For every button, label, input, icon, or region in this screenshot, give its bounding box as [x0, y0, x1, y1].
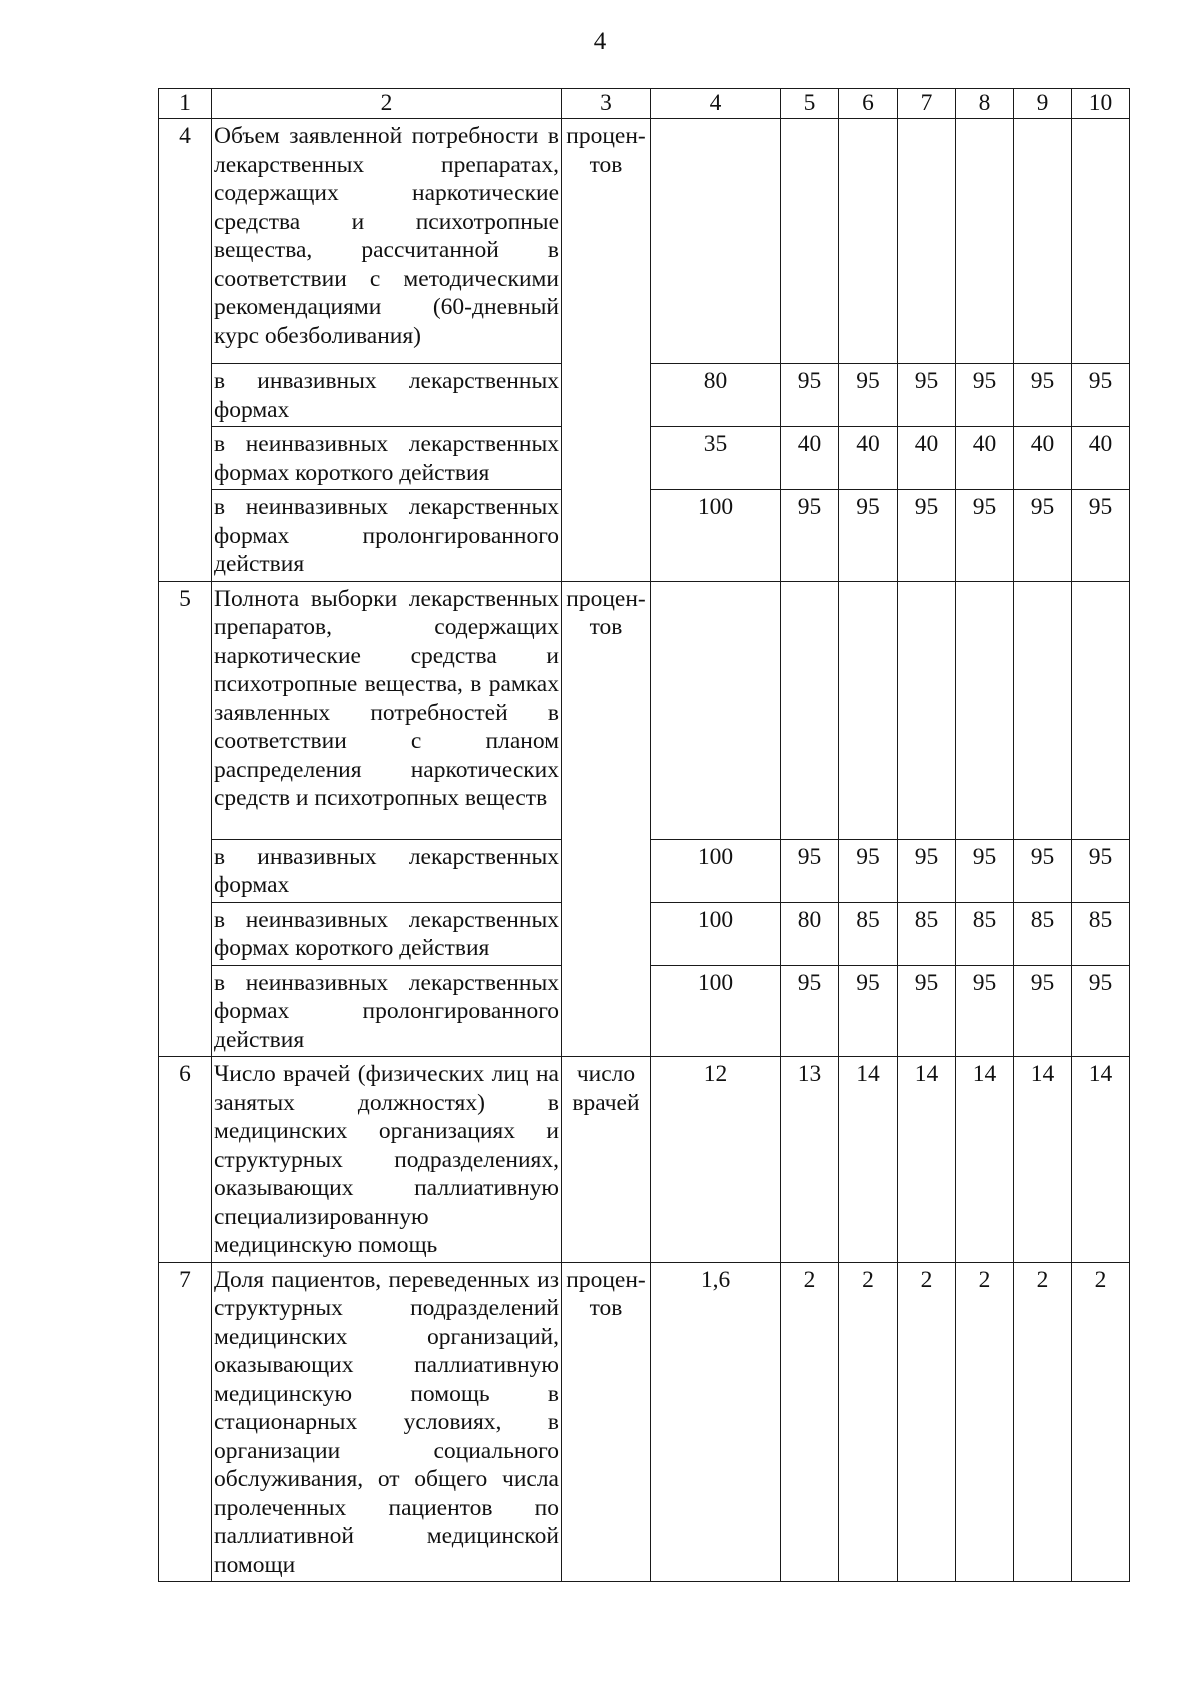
header-cell: 3 [562, 89, 651, 119]
value-cell: 95 [839, 839, 898, 902]
header-cell: 6 [839, 89, 898, 119]
value-cell: 85 [1014, 902, 1072, 965]
value-cell: 95 [956, 364, 1014, 427]
value-cell: 80 [781, 902, 839, 965]
table-row [159, 581, 1130, 839]
subrow-description: в неинвазивных лекарственных формах короткого действия [212, 902, 562, 965]
value-cell: 2 [956, 1262, 1014, 1582]
value-cell [898, 581, 956, 839]
value-cell: 14 [1014, 1057, 1072, 1263]
unit-cell: число врачей [562, 1057, 651, 1263]
value-cell: 85 [898, 902, 956, 965]
value-cell: 14 [1072, 1057, 1130, 1263]
header-cell: 2 [212, 89, 562, 119]
subrow-description: в неинвазивных лекарственных формах пролонгированного действия [212, 965, 562, 1057]
indicators-table [158, 88, 1130, 1582]
value-cell: 85 [839, 902, 898, 965]
indicator-description: Доля пациентов, переведенных из структурных подразделений медицинских организаций, оказывающих паллиативную медицинскую помощь в стационарных условиях, в организации социального обслуживания, от общего числа пролеченных пациентов по паллиативной медицинской помощи [212, 1262, 562, 1582]
indicator-description: Число врачей (физических лиц на занятых должностях) в медицинских организациях и структурных подразделениях, оказывающих паллиативную специализированную медицинскую помощь [212, 1057, 562, 1263]
unit-cell: процен- тов [562, 1262, 651, 1582]
value-cell: 95 [1014, 490, 1072, 582]
value-cell [781, 581, 839, 839]
value-cell: 95 [1072, 364, 1130, 427]
value-cell [839, 581, 898, 839]
subrow-description: в неинвазивных лекарственных формах короткого действия [212, 427, 562, 490]
value-cell: 85 [956, 902, 1014, 965]
value-cell [956, 119, 1014, 364]
row-number: 5 [159, 581, 212, 1057]
value-cell: 95 [781, 965, 839, 1057]
value-cell: 95 [781, 490, 839, 582]
value-cell [651, 119, 781, 364]
header-cell: 10 [1072, 89, 1130, 119]
subrow-description: в неинвазивных лекарственных формах пролонгированного действия [212, 490, 562, 582]
value-cell: 95 [839, 490, 898, 582]
value-cell: 95 [839, 364, 898, 427]
value-cell: 95 [956, 839, 1014, 902]
header-cell: 7 [898, 89, 956, 119]
value-cell [651, 581, 781, 839]
value-cell: 40 [898, 427, 956, 490]
value-cell [781, 119, 839, 364]
unit-cell: процен- тов [562, 581, 651, 1057]
value-cell: 40 [839, 427, 898, 490]
value-cell: 95 [781, 364, 839, 427]
value-cell: 95 [898, 364, 956, 427]
value-cell: 40 [1072, 427, 1130, 490]
value-cell: 13 [781, 1057, 839, 1263]
value-cell: 95 [1072, 839, 1130, 902]
value-cell: 95 [781, 839, 839, 902]
value-cell: 1,6 [651, 1262, 781, 1582]
value-cell: 95 [1014, 965, 1072, 1057]
value-cell [1014, 119, 1072, 364]
unit-cell: процен- тов [562, 119, 651, 582]
table-row [159, 119, 1130, 364]
value-cell [1014, 581, 1072, 839]
value-cell: 2 [839, 1262, 898, 1582]
value-cell: 95 [898, 965, 956, 1057]
value-cell: 95 [956, 490, 1014, 582]
header-cell: 8 [956, 89, 1014, 119]
value-cell: 2 [1072, 1262, 1130, 1582]
value-cell: 85 [1072, 902, 1130, 965]
value-cell: 2 [781, 1262, 839, 1582]
table-header-row [159, 89, 1130, 119]
value-cell: 95 [839, 965, 898, 1057]
header-cell: 5 [781, 89, 839, 119]
value-cell: 100 [651, 902, 781, 965]
header-cell: 1 [159, 89, 212, 119]
row-number: 4 [159, 119, 212, 582]
subrow-description: в инвазивных лекарственных формах [212, 839, 562, 902]
value-cell: 40 [781, 427, 839, 490]
value-cell [1072, 119, 1130, 364]
value-cell: 100 [651, 965, 781, 1057]
value-cell: 95 [898, 839, 956, 902]
value-cell: 80 [651, 364, 781, 427]
value-cell: 40 [956, 427, 1014, 490]
subrow-description: в инвазивных лекарственных формах [212, 364, 562, 427]
value-cell: 95 [956, 965, 1014, 1057]
value-cell: 12 [651, 1057, 781, 1263]
value-cell: 35 [651, 427, 781, 490]
value-cell: 95 [1072, 490, 1130, 582]
row-number: 6 [159, 1057, 212, 1263]
indicator-description: Объем заявленной потребности в лекарственных препаратах, содержащих наркотические средства и психотропные вещества, рассчитанной в соответствии с методическими рекомендациями (60-дневный курс обезболивания) [212, 119, 562, 364]
header-cell: 4 [651, 89, 781, 119]
value-cell: 95 [898, 490, 956, 582]
value-cell: 2 [1014, 1262, 1072, 1582]
value-cell: 40 [1014, 427, 1072, 490]
table-row [159, 1262, 1130, 1582]
value-cell: 100 [651, 839, 781, 902]
value-cell [898, 119, 956, 364]
value-cell [1072, 581, 1130, 839]
value-cell: 95 [1014, 839, 1072, 902]
value-cell: 100 [651, 490, 781, 582]
value-cell: 95 [1014, 364, 1072, 427]
table-row [159, 1057, 1130, 1263]
value-cell: 14 [898, 1057, 956, 1263]
header-cell: 9 [1014, 89, 1072, 119]
value-cell: 2 [898, 1262, 956, 1582]
indicator-description: Полнота выборки лекарственных препаратов, содержащих наркотические средства и психотропные вещества, в рамках заявленных потребностей в соответствии с планом распределения наркотических средств и психотропных веществ [212, 581, 562, 839]
value-cell: 95 [1072, 965, 1130, 1057]
row-number: 7 [159, 1262, 212, 1582]
page-number: 4 [593, 28, 607, 55]
value-cell: 14 [956, 1057, 1014, 1263]
value-cell [956, 581, 1014, 839]
value-cell [839, 119, 898, 364]
value-cell: 14 [839, 1057, 898, 1263]
